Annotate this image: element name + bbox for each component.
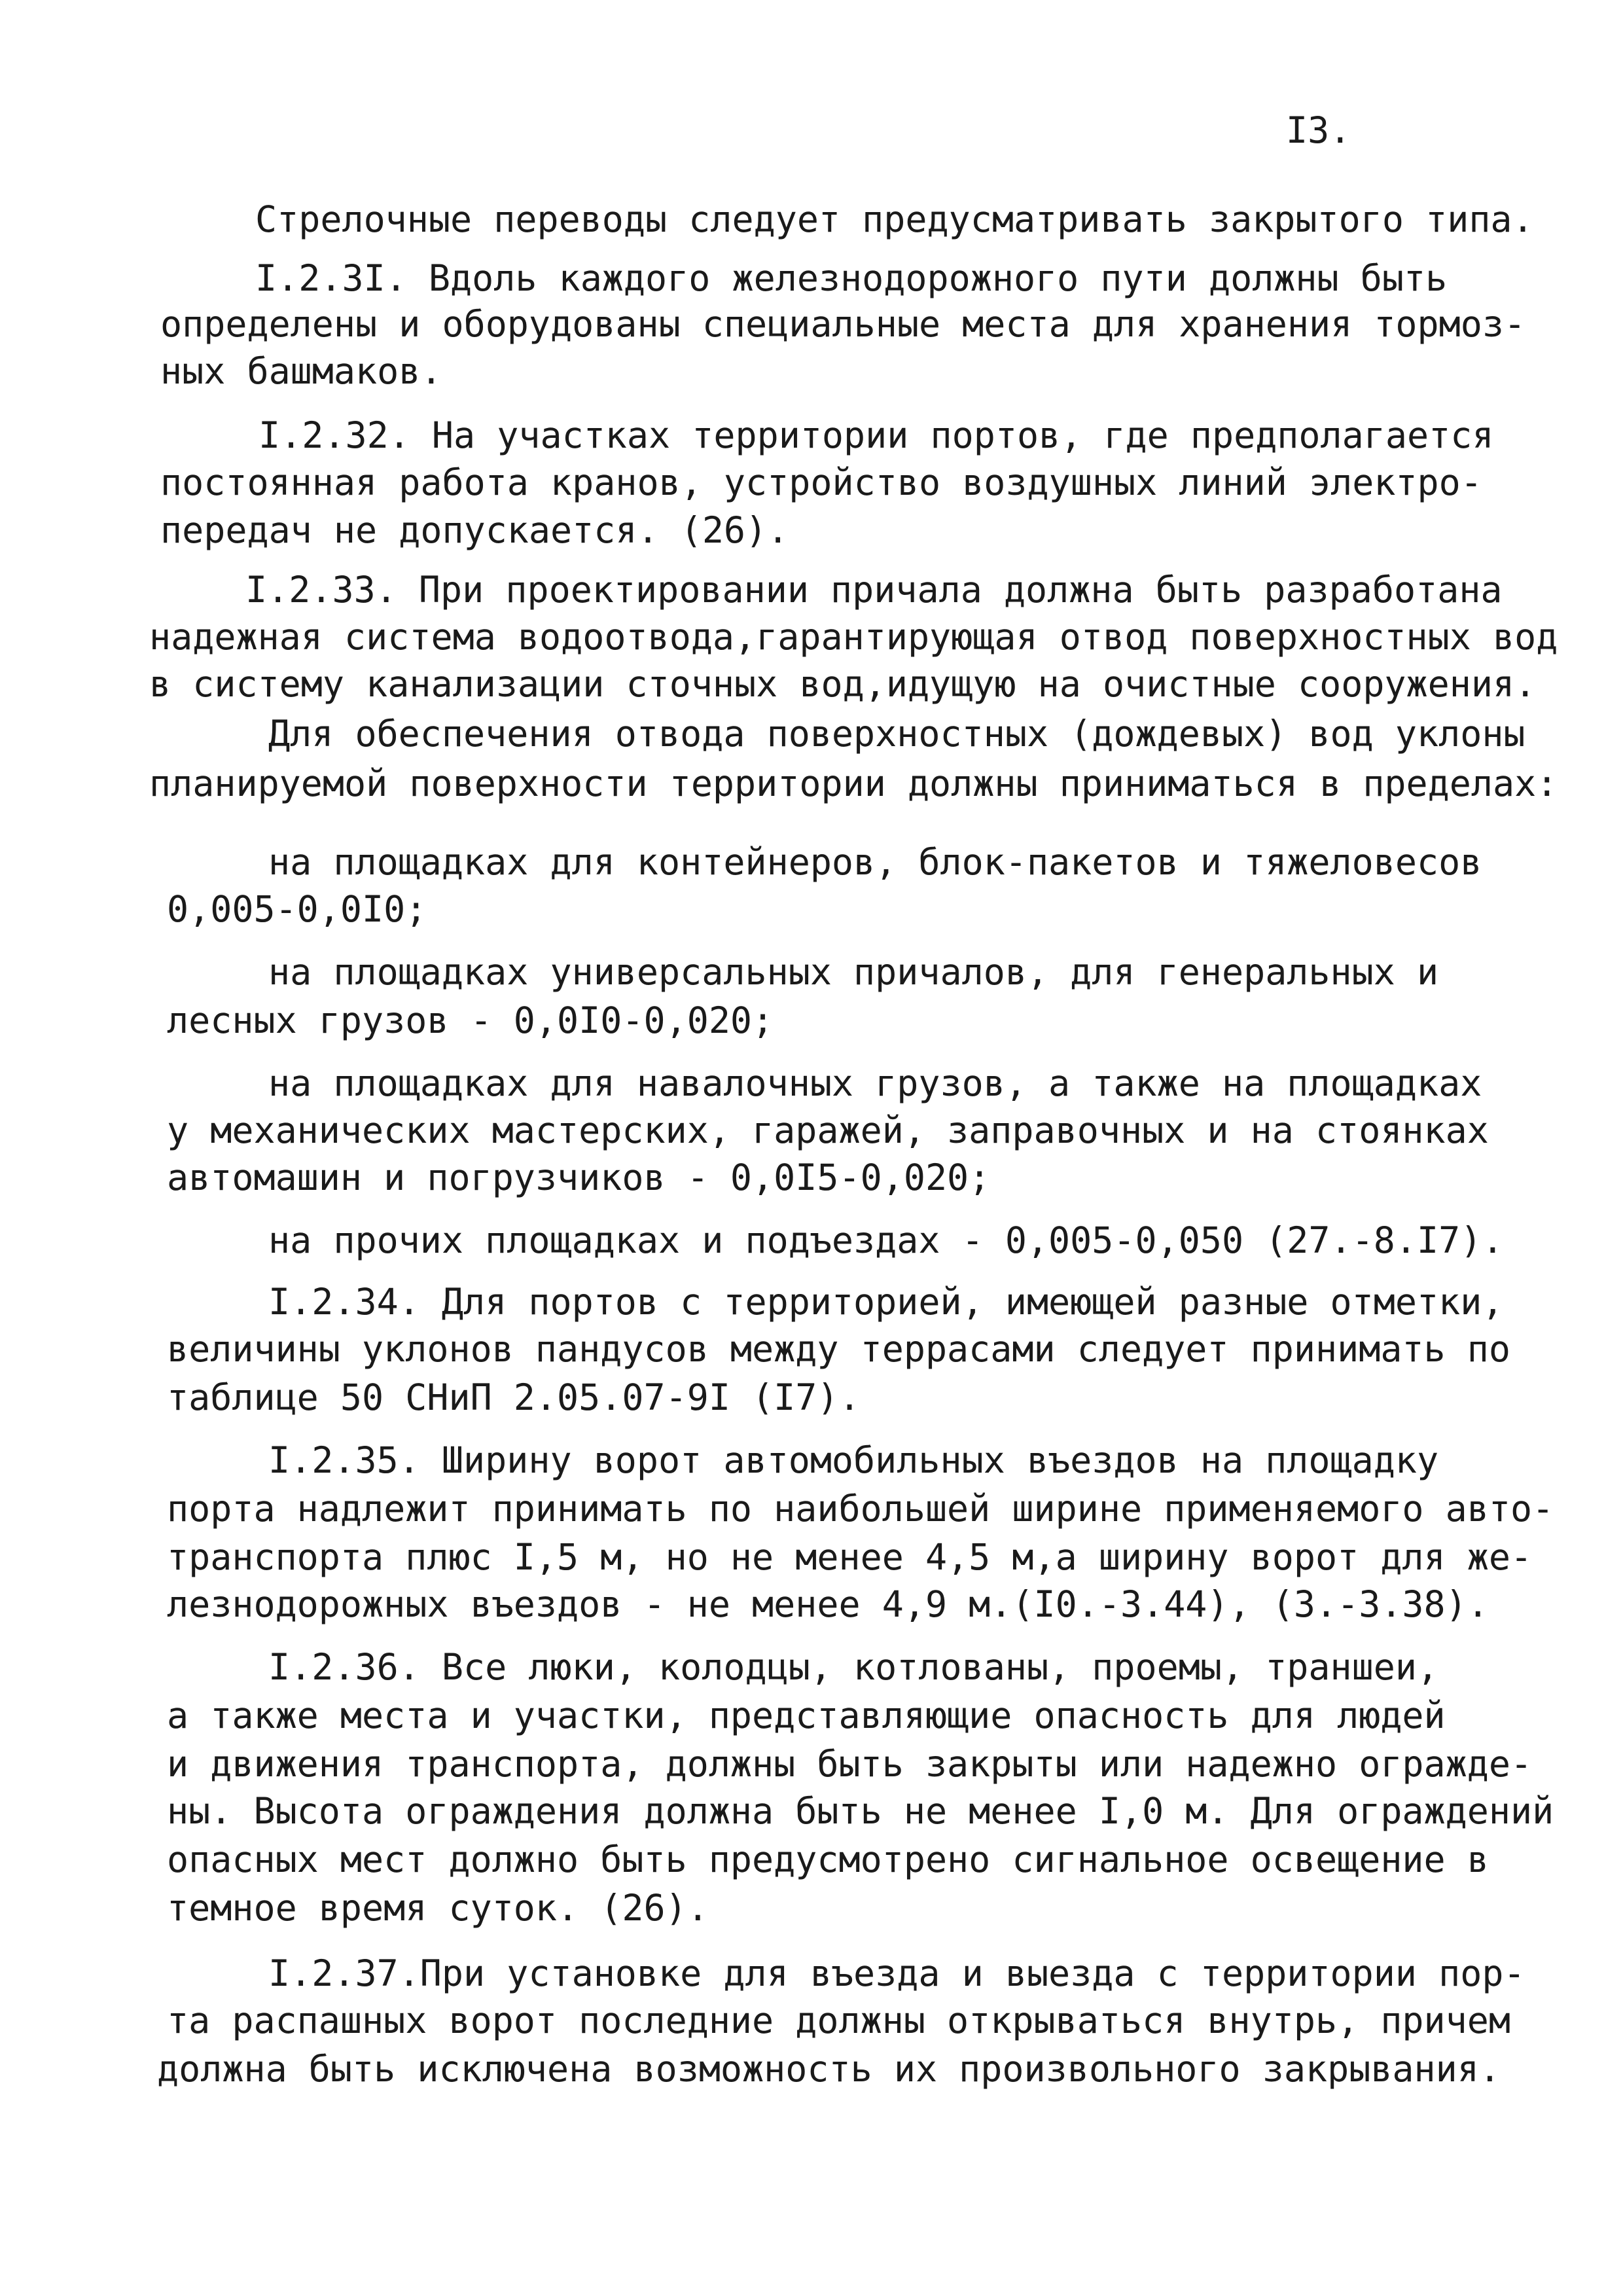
paragraph-line: на площадках для навалочных грузов, а также на площадках — [268, 1062, 1482, 1104]
page-number: I3. — [1286, 109, 1351, 151]
paragraph-line: та распашных ворот последние должны открываться внутрь, причем — [167, 2000, 1510, 2041]
paragraph-line: порта надлежит принимать по наибольшей ширине применяемого авто- — [167, 1488, 1554, 1530]
paragraph-line: I.2.37.При установке для въезда и выезда с территории пор- — [268, 1952, 1525, 1994]
paragraph-line: величины уклонов пандусов между террасами следует принимать по — [167, 1328, 1510, 1370]
paragraph-line: транспорта плюс I,5 м, но не менее 4,5 м,а ширину ворот для же- — [167, 1536, 1533, 1578]
paragraph-line: I.2.35. Ширину ворот автомобильных въездов на площадку — [268, 1439, 1439, 1481]
paragraph-line: I.2.33. При проектировании причала должна быть разработана — [245, 569, 1503, 611]
paragraph-line: I.2.3I. Вдоль каждого железнодорожного пути должны быть — [255, 257, 1448, 299]
paragraph-line: лезнодорожных въездов - не менее 4,9 м.(I0.-3.44), (3.-3.38). — [167, 1583, 1489, 1625]
paragraph-line: ных башмаков. — [160, 350, 442, 392]
paragraph-line: и движения транспорта, должны быть закрыты или надежно огражде- — [167, 1743, 1533, 1785]
paragraph-line: автомашин и погрузчиков - 0,0I5-0,020; — [167, 1157, 991, 1198]
paragraph-line: на площадках универсальных причалов, для генеральных и — [268, 951, 1439, 993]
paragraph-line: определены и оборудованы специальные места для хранения тормоз- — [160, 303, 1526, 345]
paragraph-line: передач не допускается. (26). — [160, 509, 789, 551]
paragraph-line: I.2.36. Все люки, колодцы, котлованы, проемы, траншеи, — [268, 1646, 1439, 1688]
paragraph-line: Для обеспечения отвода поверхностных (дождевых) вод уклоны — [268, 713, 1525, 755]
paragraph-line: у механических мастерских, гаражей, заправочных и на стоянках — [167, 1109, 1489, 1151]
paragraph-line: темное время суток. (26). — [167, 1887, 709, 1929]
paragraph-line: а также места и участки, представляющие опасность для людей — [167, 1695, 1446, 1736]
paragraph-line: I.2.32. На участках территории портов, где предполагается — [259, 414, 1494, 456]
paragraph-line: опасных мест должно быть предусмотрено сигнальное освещение в — [167, 1839, 1489, 1880]
paragraph-line: таблице 50 СНиП 2.05.07-9I (I7). — [167, 1376, 861, 1418]
paragraph-line: лесных грузов - 0,0I0-0,020; — [167, 999, 774, 1041]
paragraph-line: постоянная работа кранов, устройство воздушных линий электро- — [160, 461, 1482, 503]
paragraph-line: в систему канализации сточных вод,идущую на очистные сооружения. — [149, 663, 1537, 705]
paragraph-line: I.2.34. Для портов с территорией, имеющей разные отметки, — [268, 1281, 1504, 1323]
paragraph-line: Стрелочные переводы следует предусматривать закрытого типа. — [255, 198, 1534, 240]
paragraph-line: надежная система водоотвода,гарантирующая отвод поверхностных вод — [149, 616, 1558, 658]
paragraph-line: на прочих площадках и подъездах - 0,005-0,050 (27.-8.I7). — [268, 1219, 1504, 1261]
paragraph-line: 0,005-0,0I0; — [167, 888, 427, 930]
paragraph-line: ны. Высота ограждения должна быть не менее I,0 м. Для ограждений — [167, 1790, 1554, 1832]
paragraph-line: на площадках для контейнеров, блок-пакетов и тяжеловесов — [268, 841, 1482, 883]
paragraph-line: должна быть исключена возможность их произвольного закрывания. — [157, 2048, 1501, 2090]
paragraph-line: планируемой поверхности территории должны приниматься в пределах: — [149, 762, 1558, 804]
